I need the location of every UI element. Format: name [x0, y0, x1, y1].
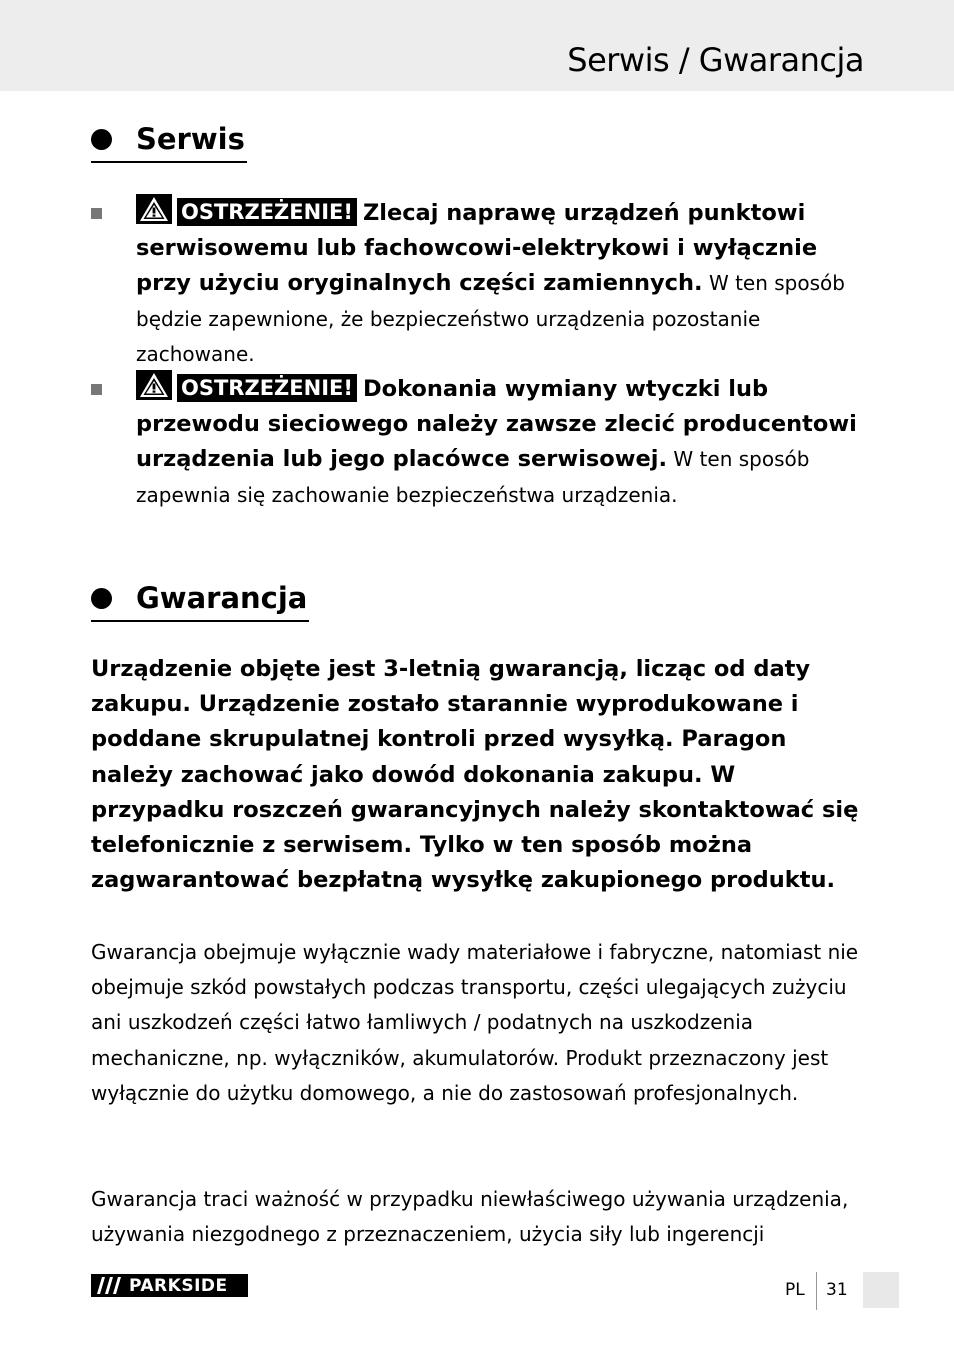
warning-bold-text: Dokonania wymiany wtyczki lub przewodu sieciowego należy zawsze zlecić producentowi urządzenia lub jego placówce serwisowej. — [136, 376, 857, 473]
section-heading-text: Gwarancja — [136, 581, 308, 615]
page-number: 31 — [826, 1280, 848, 1300]
warning-triangle-icon — [136, 370, 172, 400]
warning-normal-text: W ten sposób zapewnia się zachowanie bezpieczeństwa urządzenia. — [136, 447, 810, 507]
warning-bold-text: Zlecaj naprawę urządzeń punktowi serwisowemu lub fachowcowi-elektrykowi i wyłącznie przy użyciu oryginalnych części zamiennych. — [136, 200, 818, 297]
section-heading-gwarancja — [91, 576, 309, 622]
section-heading-serwis — [91, 117, 247, 163]
logo-stripes-icon — [91, 1274, 129, 1297]
page-title: Serwis / Gwarancja — [567, 41, 864, 79]
warning-badge: OSTRZEŻENIE! — [177, 374, 357, 402]
round-bullet-icon — [91, 588, 112, 609]
warning-item-2 — [136, 370, 872, 513]
brand-logo — [91, 1274, 248, 1297]
language-code: PL — [785, 1280, 805, 1300]
warranty-paragraph-3: Gwarancja traci ważność w przypadku niewłaściwego używania urządzenia, używania niezgodnego z przeznaczeniem, użycia siły lub ingerencji — [91, 1187, 849, 1247]
warranty-paragraph-1: Urządzenie objęte jest 3-letnią gwarancją, licząc od daty zakupu. Urządzenie zostało starannie wyprodukowane i poddane skrupulatnej kontroli przed wysyłką. Paragon należy zachować jako dowód dokonania zakupu. W przypadku roszczeń gwarancyjnych należy skontaktować się telefonicznie z serwisem. Tylko w ten sposób można zagwarantować bezpłatną wysyłkę zakupionego produktu. — [91, 656, 859, 894]
section-heading-text: Serwis — [136, 122, 245, 156]
warning-triangle-icon — [136, 194, 172, 224]
footer-tab-marker — [863, 1272, 899, 1308]
warning-normal-text: W ten sposób będzie zapewnione, że bezpieczeństwo urządzenia pozostanie zachowane. — [136, 271, 845, 366]
warranty-paragraph-2: Gwarancja obejmuje wyłącznie wady materiałowe i fabryczne, natomiast nie obejmuje szkód powstałych podczas transportu, części ulegających zużyciu ani uszkodzeń części łatwo łamliwych / podatnych na uszkodzenia mechaniczne, np. wyłączników, akumulatorów. Produkt przeznaczony jest wyłącznie do użytku domowego, a nie do zastosowań profesjonalnych. — [91, 940, 859, 1105]
warning-badge: OSTRZEŻENIE! — [177, 198, 357, 226]
square-bullet-icon — [91, 208, 102, 219]
square-bullet-icon — [91, 384, 102, 395]
round-bullet-icon — [91, 129, 112, 150]
warning-item-1 — [136, 194, 872, 372]
brand-logo-text: PARKSIDE — [129, 1275, 228, 1296]
footer-divider — [816, 1272, 817, 1310]
